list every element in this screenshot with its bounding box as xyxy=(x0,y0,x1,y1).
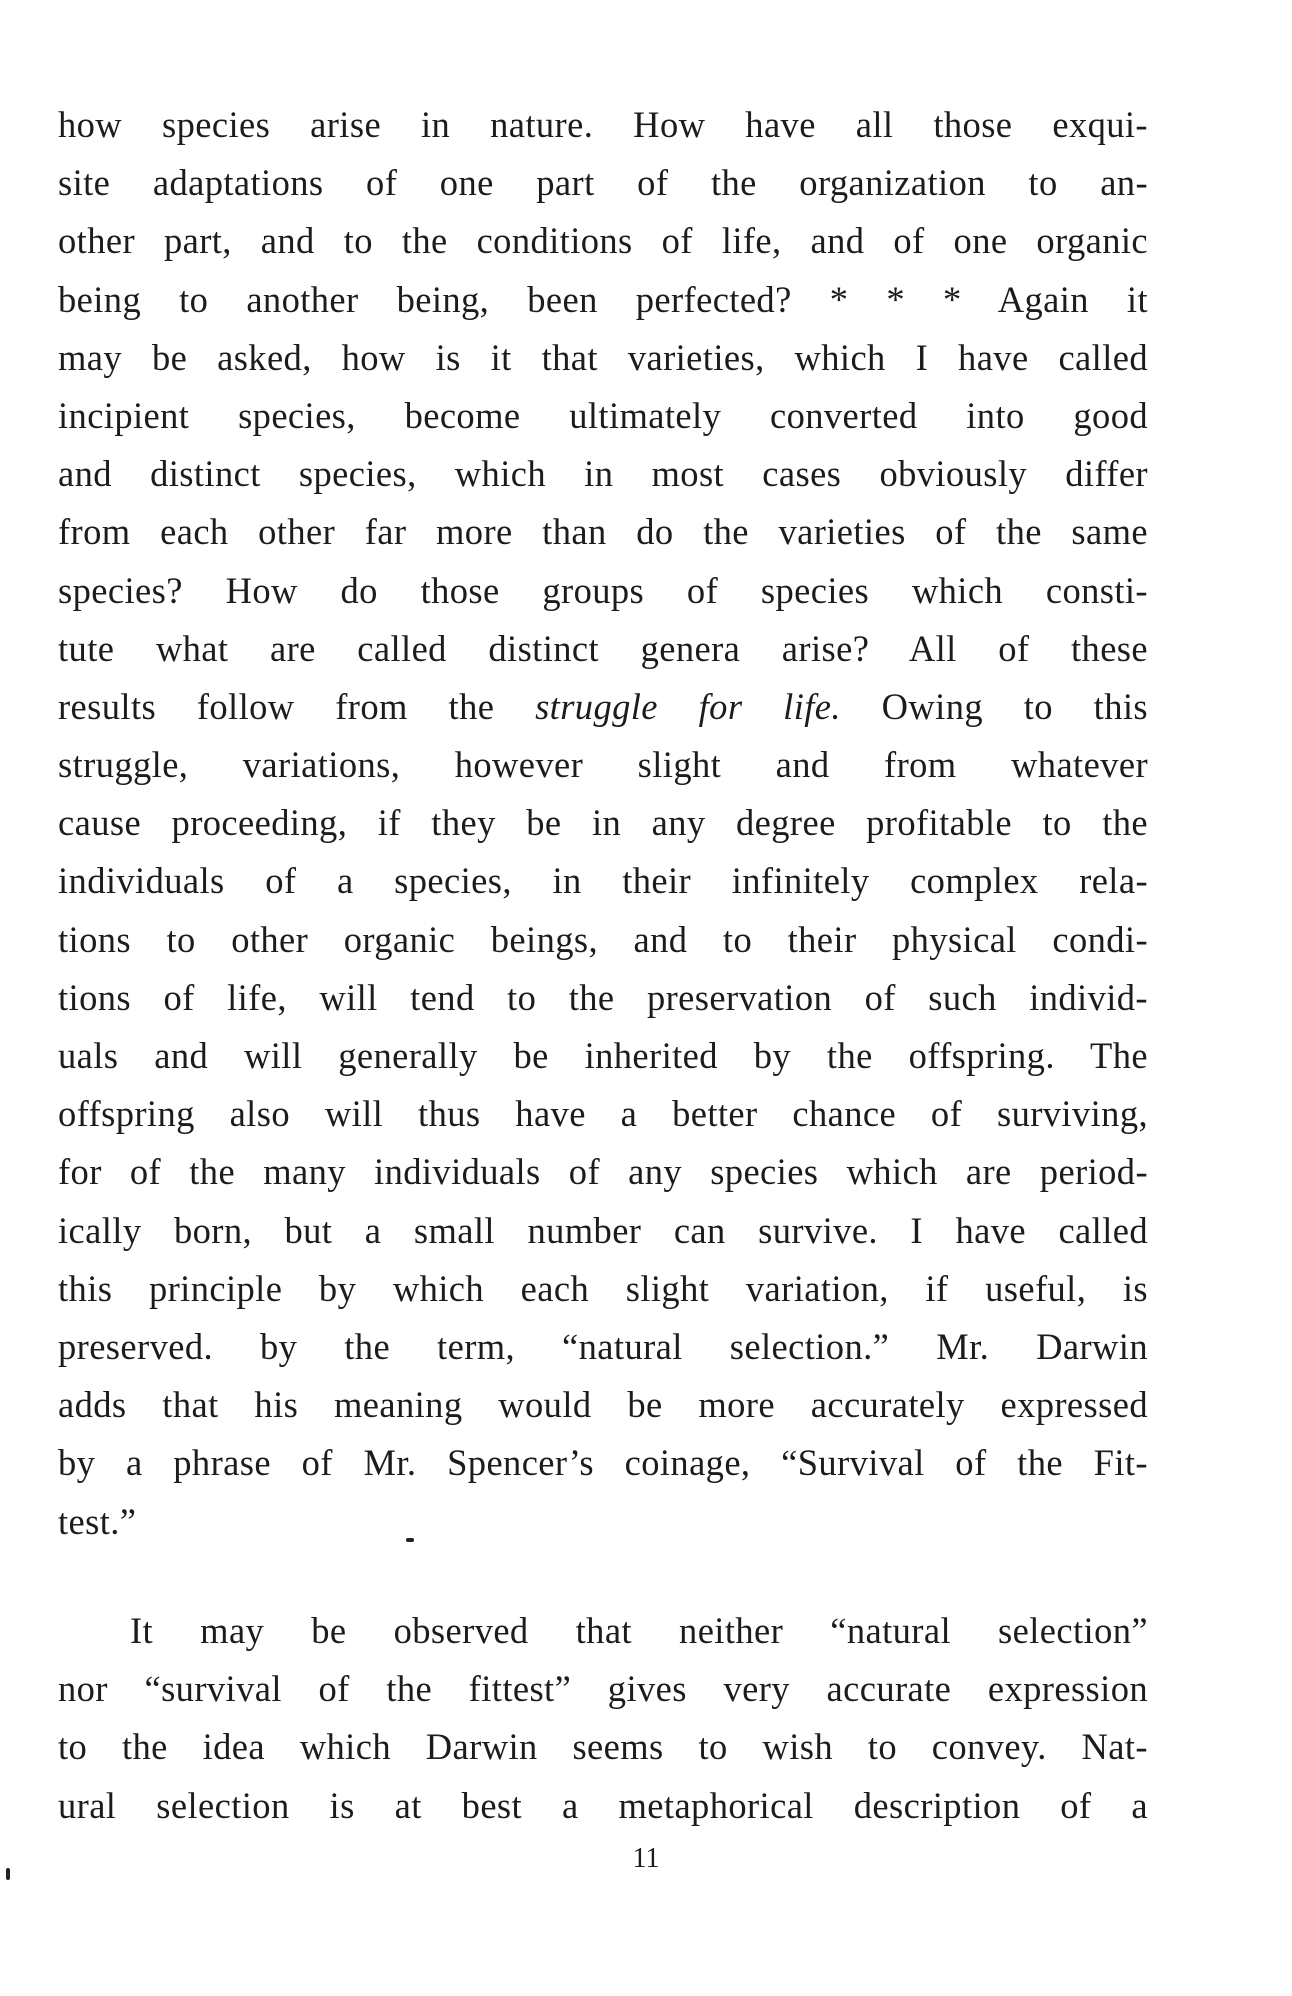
text-line: and distinct species, which in most cases obviously differ xyxy=(58,453,1148,495)
text-line: this principle by which each slight variation, if useful, is xyxy=(58,1267,1148,1309)
text-line: from each other far more than do the varieties of the same xyxy=(58,511,1148,553)
text-line: tions to other organic beings, and to their physical condi- xyxy=(58,918,1148,960)
text-line: nor “survival of the fittest” gives very accurate expression xyxy=(58,1668,1148,1710)
italic-phrase: struggle for life. xyxy=(535,685,841,727)
text-line: uals and will generally be inherited by the offspring. The xyxy=(58,1035,1148,1076)
text-line: how species arise in nature. How have all those exqui- xyxy=(58,104,1148,145)
text-line: ural selection is at best a metaphorical description of a xyxy=(58,1784,1148,1826)
text-line: incipient species, become ultimately converted into good xyxy=(58,394,1148,436)
text-line-with-italic xyxy=(58,678,1148,736)
paragraph-1 xyxy=(58,96,1148,1551)
text-line: cause proceeding, if they be in any degree profitable to the xyxy=(58,802,1148,844)
text-line: individuals of a species, in their infinitely complex rela- xyxy=(58,860,1148,902)
page-number: 11 xyxy=(632,1843,660,1874)
text-line: struggle, variations, however slight and from whatever xyxy=(58,744,1148,786)
text-line: being to another being, been perfected? * * * Again it xyxy=(58,278,1148,320)
text-line: adds that his meaning would be more accurately expressed xyxy=(58,1384,1148,1426)
text-line: other part, and to the conditions of life, and of one organic xyxy=(58,220,1148,262)
line-text-after: Owing to this xyxy=(840,685,1149,727)
text-line: for of the many individuals of any species which are period- xyxy=(58,1151,1148,1193)
text-line: to the idea which Darwin seems to wish to convey. Nat- xyxy=(58,1726,1148,1768)
text-line: offspring also will thus have a better chance of surviving, xyxy=(58,1093,1148,1135)
text-line: It may be observed that neither “natural selection” xyxy=(130,1610,1148,1651)
text-line: ically born, but a small number can survive. I have called xyxy=(58,1209,1148,1251)
ink-speck xyxy=(6,1868,10,1880)
text-line: test.” xyxy=(58,1500,137,1542)
text-line: by a phrase of Mr. Spencer’s coinage, “Survival of the Fit- xyxy=(58,1442,1148,1484)
text-line: tute what are called distinct genera arise? All of these xyxy=(58,627,1148,669)
ink-speck xyxy=(406,1538,414,1542)
text-line: tions of life, will tend to the preservation of such individ- xyxy=(58,976,1148,1018)
text-line: species? How do those groups of species which consti- xyxy=(58,569,1148,611)
paragraph-2 xyxy=(58,1602,1148,1835)
text-line: may be asked, how is it that varieties, which I have called xyxy=(58,336,1148,378)
line-text-before: results follow from the xyxy=(58,685,536,727)
text-line: preserved. by the term, “natural selection.” Mr. Darwin xyxy=(58,1325,1148,1367)
text-line: site adaptations of one part of the organization to an- xyxy=(58,162,1148,204)
